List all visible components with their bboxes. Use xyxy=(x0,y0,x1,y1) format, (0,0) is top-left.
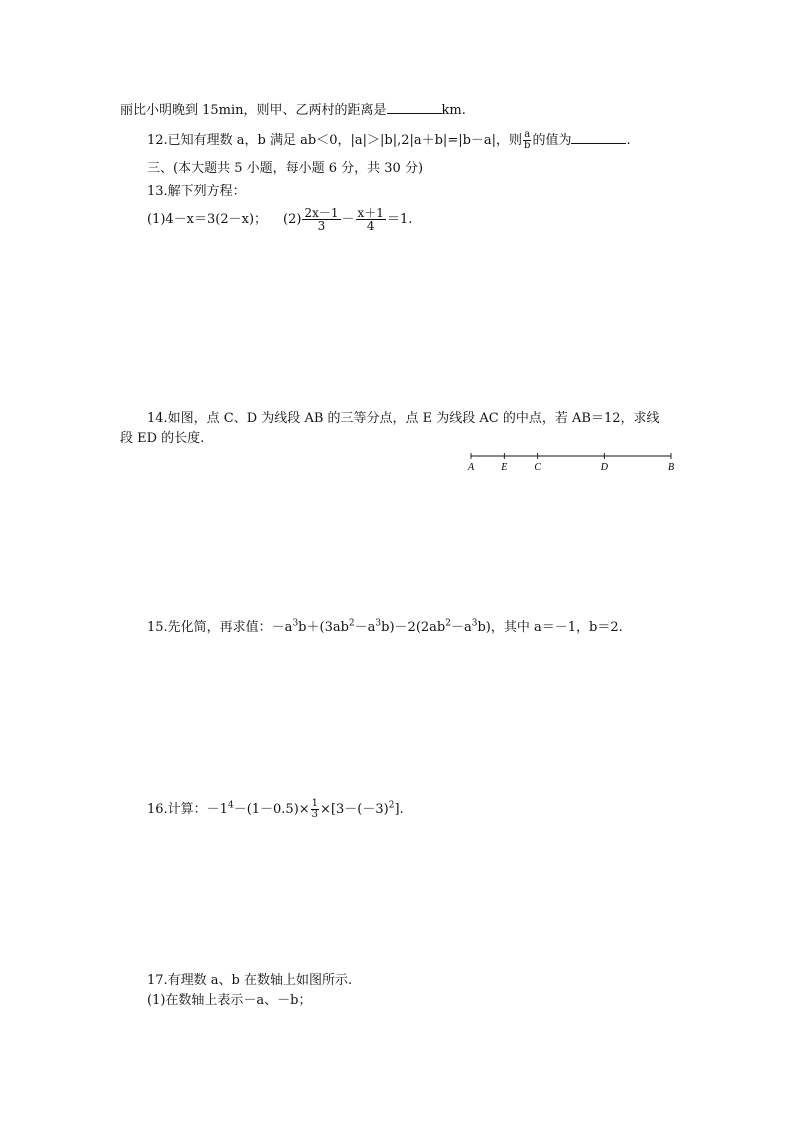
q15-part-b: b＋(3ab xyxy=(298,620,349,635)
q16-part-a: 16.计算：－1 xyxy=(147,802,228,817)
q16-fraction xyxy=(311,799,319,820)
point-e-label: E xyxy=(501,462,508,473)
q17-stem-text: 17.有理数 a、b 在数轴上如图所示. xyxy=(147,973,353,988)
q12-fraction-numerator: a xyxy=(524,129,531,140)
q13-stem xyxy=(147,184,246,200)
q16-fraction-numerator: 1 xyxy=(311,798,319,809)
q17-part-1-text: (1)在数轴上表示－a、－b； xyxy=(147,993,312,1008)
q12-fraction xyxy=(523,130,531,151)
q11-continuation xyxy=(120,101,466,119)
q14-text-1: 14.如图，点 C、D 为线段 AB 的三等分点，点 E 为线段 AC 的中点，若 AB＝12，求线 xyxy=(147,411,660,426)
q16 xyxy=(147,795,404,825)
point-a-label: A xyxy=(467,462,475,473)
q13-stem-text: 13.解下列方程： xyxy=(147,184,246,199)
segment-figure xyxy=(460,448,682,474)
q15-exp-b: 2 xyxy=(348,618,355,629)
q16-fraction-denominator: 3 xyxy=(311,809,319,820)
q15-exp-e: 3 xyxy=(471,618,478,629)
point-d-label: D xyxy=(600,462,608,473)
q13-fraction-1 xyxy=(302,207,340,232)
q15-part-f: b)，其中 a＝－1，b＝2. xyxy=(477,620,623,635)
q15-part-d: b)－2(2ab xyxy=(381,620,446,635)
q15-exp-c: 3 xyxy=(375,618,382,629)
q13-fraction-2-numerator: x＋1 xyxy=(357,206,384,220)
q12-value-text: 的值为 xyxy=(532,133,572,148)
q15-exp-a: 3 xyxy=(292,618,299,629)
q13-fraction-2 xyxy=(356,207,386,232)
q14-line-1 xyxy=(147,411,660,427)
q16-exp-2: 2 xyxy=(388,800,395,811)
q15-exp-d: 2 xyxy=(445,618,451,629)
q12-fraction-denominator: b xyxy=(524,140,531,151)
q15-part-c: －a xyxy=(354,620,376,635)
q11-unit: km. xyxy=(441,103,466,118)
q11-text: 丽比小明晚到 15min，则甲、乙两村的距离是 xyxy=(120,103,387,118)
q13-equals: ＝1. xyxy=(386,212,413,227)
q13-part-1: (1)4－x＝3(2－x)； xyxy=(147,212,268,227)
q12 xyxy=(147,128,631,154)
q16-exp-4: 4 xyxy=(227,800,234,811)
q16-part-d: ]. xyxy=(394,802,404,817)
point-c-label: C xyxy=(534,462,541,473)
q17-part-1 xyxy=(147,993,312,1009)
q12-stem: 12.已知有理数 a，b 满足 ab＜0，|a|＞|b|,2|a＋b|=|b－a|，则 xyxy=(147,133,523,148)
q13-part-2-label: (2) xyxy=(283,212,302,227)
q17-stem xyxy=(147,973,352,989)
section-3-heading xyxy=(147,161,423,177)
q13-minus: － xyxy=(341,212,355,227)
q15-part-a: 15.先化简，再求值：－a xyxy=(147,620,293,635)
q13-fraction-2-denominator: 4 xyxy=(366,219,375,233)
q14-line-2 xyxy=(120,431,204,447)
q14-text-2: 段 ED 的长度. xyxy=(120,431,205,446)
q15 xyxy=(147,620,623,636)
q11-answer-blank[interactable] xyxy=(387,101,442,114)
point-b-label: B xyxy=(667,462,675,473)
q13-fraction-1-numerator: 2x－1 xyxy=(304,206,339,220)
q15-part-e: －a xyxy=(450,620,472,635)
section-3-title: 三、(本大题共 5 小题，每小题 6 分，共 30 分) xyxy=(147,161,424,176)
q12-answer-blank[interactable] xyxy=(571,131,626,144)
q16-part-c: ×[3－(－3) xyxy=(320,802,389,817)
q13-fraction-1-denominator: 3 xyxy=(317,219,326,233)
q12-end: . xyxy=(626,133,631,148)
q13-equations xyxy=(147,203,412,237)
q16-part-b: －(1－0.5)× xyxy=(233,802,310,817)
